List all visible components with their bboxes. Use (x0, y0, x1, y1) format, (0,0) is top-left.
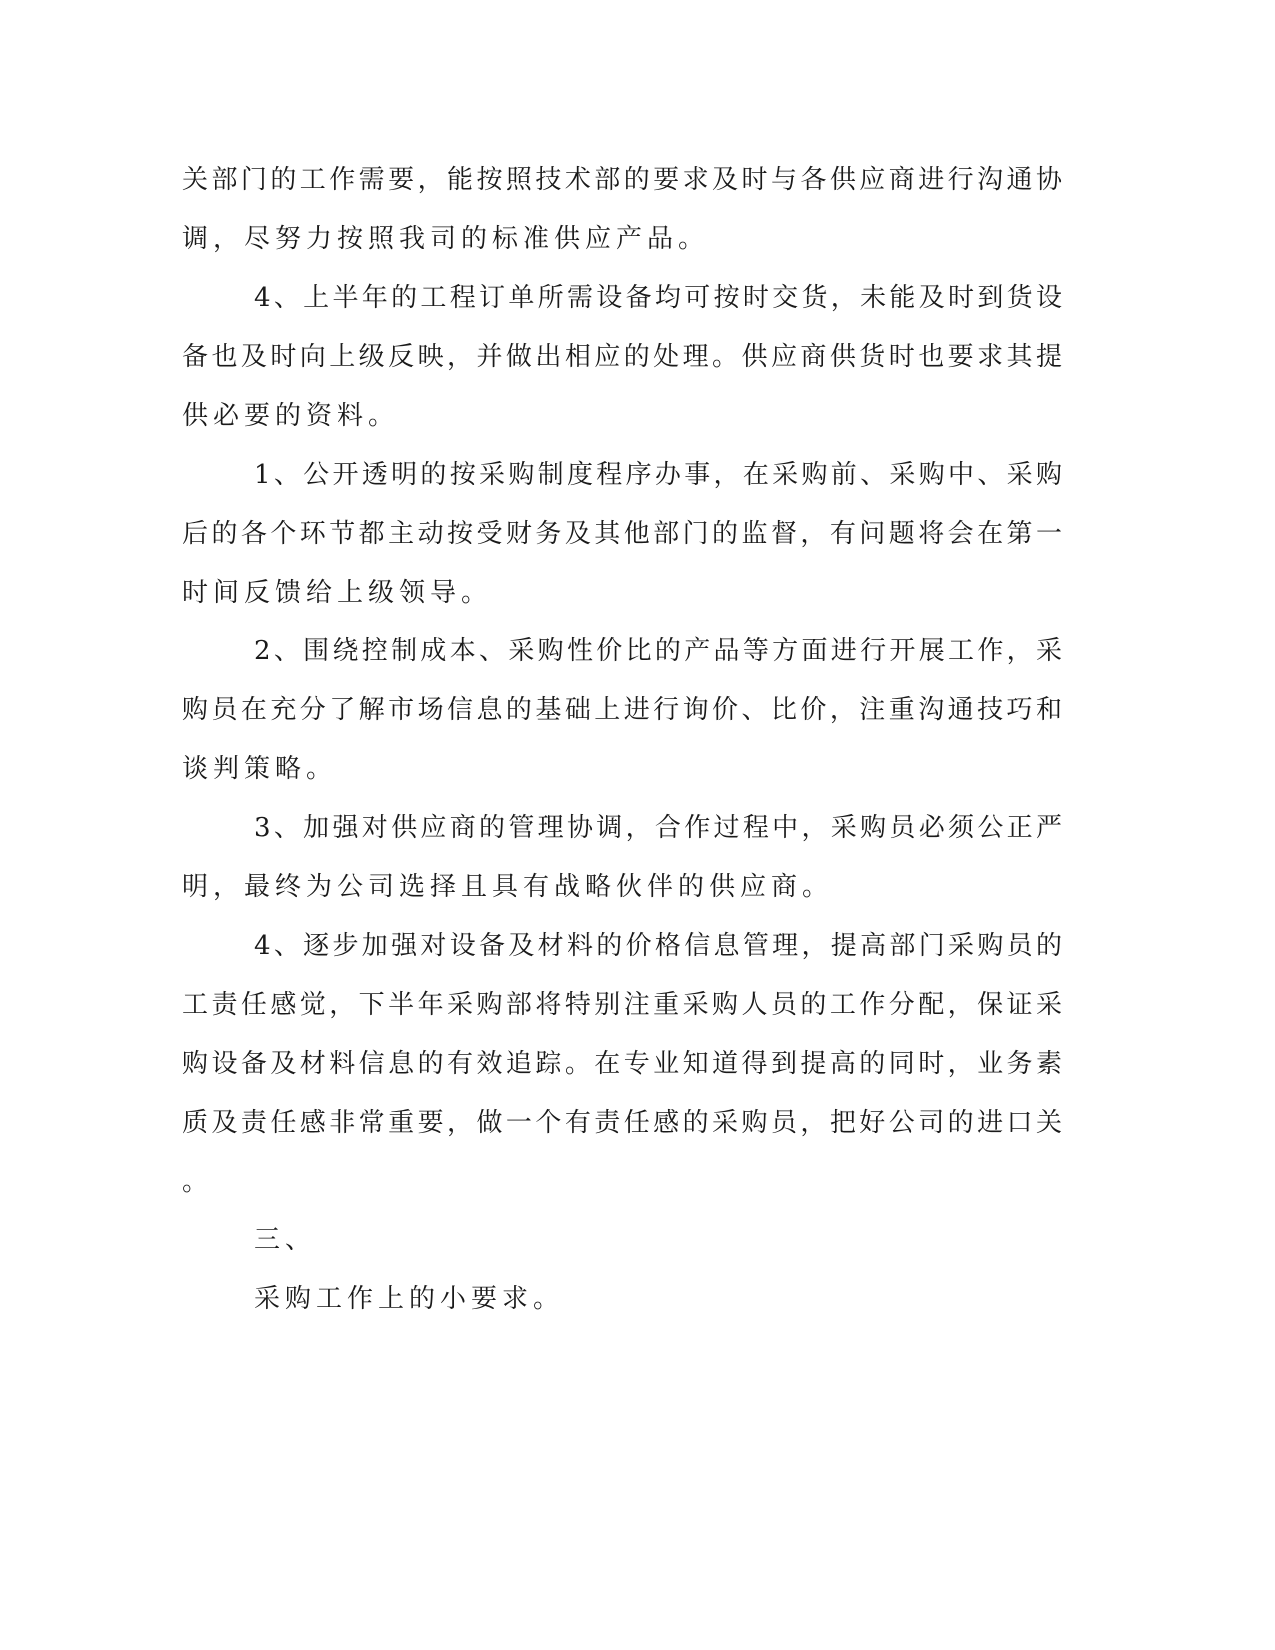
body-line: 供必要的资料。 (182, 401, 400, 431)
paragraph-first-line: 1、公开透明的按采购制度程序办事，在采购前、采购中、采购 (254, 460, 1062, 490)
paragraph-first-line: 2、围绕控制成本、采购性价比的产品等方面进行开展工作，采 (254, 636, 1062, 666)
body-line: 明，最终为公司选择且具有战略伙伴的供应商。 (182, 872, 834, 902)
body-line: 谈判策略。 (182, 754, 338, 784)
body-line: 备也及时向上级反映，并做出相应的处理。供应商供货时也要求其提 (182, 342, 1062, 372)
body-line: 后的各个环节都主动按受财务及其他部门的监督，有问题将会在第一 (182, 519, 1062, 549)
body-line: 调，尽努力按照我司的标准供应产品。 (182, 224, 710, 254)
body-line: 关部门的工作需要，能按照技术部的要求及时与各供应商进行沟通协 (182, 165, 1062, 195)
body-line: 购设备及材料信息的有效追踪。在专业知道得到提高的同时，业务素 (182, 1049, 1062, 1079)
paragraph-first-line: 3、加强对供应商的管理协调，合作过程中，采购员必须公正严 (254, 813, 1062, 843)
section-subheading: 采购工作上的小要求。 (254, 1284, 565, 1314)
section-heading: 三、 (254, 1225, 317, 1255)
body-line: 质及责任感非常重要，做一个有责任感的采购员，把好公司的进口关 (182, 1108, 1062, 1138)
paragraph-first-line: 4、逐步加强对设备及材料的价格信息管理，提高部门采购员的 (254, 931, 1062, 961)
body-line: 工责任感觉，下半年采购部将特别注重采购人员的工作分配，保证采 (182, 990, 1062, 1020)
paragraph-first-line: 4、上半年的工程订单所需设备均可按时交货，未能及时到货设 (254, 283, 1062, 313)
body-line: 购员在充分了解市场信息的基础上进行询价、比价，注重沟通技巧和 (182, 695, 1062, 725)
body-line: 时间反馈给上级领导。 (182, 578, 493, 608)
body-line: 。 (182, 1167, 214, 1197)
